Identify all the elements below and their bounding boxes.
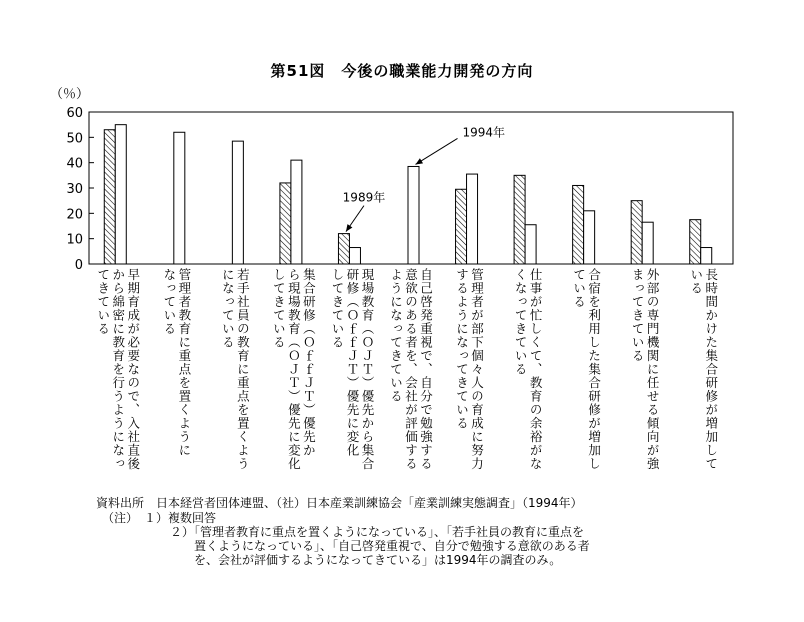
bar-1994 <box>701 248 712 264</box>
category-label: 仕事が忙しくて、教育の余裕がな くなってきている <box>513 268 544 471</box>
bar-1994 <box>408 166 419 264</box>
y-tick-label: 40 <box>66 156 83 172</box>
bar-1989 <box>690 220 701 264</box>
category-label: 管理者教育に重点を置くように なっている <box>161 268 192 457</box>
bar-1989 <box>514 175 525 264</box>
bar-1989 <box>573 185 584 264</box>
annotation-1994-label: 1994年 <box>462 125 506 140</box>
y-tick-label: 0 <box>74 258 83 273</box>
category-label: 集合研修（ＯｆｆＪＴ）優先か ら現場教育（ＯＪＴ）優先に変化 してきている <box>271 268 317 471</box>
category-label: 早期育成が必要なので、入社直後 から綿密に教育を行うようになっ てきている <box>95 268 141 471</box>
category-label: 合宿を利用した集合研修が増加し ている <box>571 268 602 471</box>
bar-1994 <box>584 211 595 264</box>
y-tick-label: 60 <box>66 106 83 121</box>
source-note: 資料出所 日本経営者団体連盟、（社）日本産業訓練協会「産業訓練実態調査」（1994年） <box>96 496 583 510</box>
bar-1989 <box>338 234 349 264</box>
bar-1994 <box>525 225 536 264</box>
bar-1994 <box>174 132 185 264</box>
category-label: 現場教育（ＯＪＴ）優先から集合 研修（ＯｆｆＪＴ）優先に変化 してきている <box>329 268 375 471</box>
bar-1994 <box>467 174 478 264</box>
bar-1989 <box>104 130 115 264</box>
note-1: （注） １）複数回答 <box>96 511 217 525</box>
y-tick-label: 50 <box>66 131 83 147</box>
annotation-1994-arrowhead <box>416 158 424 164</box>
y-tick-label: 10 <box>66 232 83 248</box>
note-2: ２）「管理者教育に重点を置くようになっている」、「若手社員の教育に重点を 置くようになっている」、「自己啓発重視で、自分で勉強する意欲のある者 を、会社が評価するようになってきている」は1994年の調査のみ。 <box>170 525 590 567</box>
category-label: 管理者が部下個々人の育成に努力 するようになってきている <box>454 268 485 471</box>
category-label: 長時間かけた集合研修が増加して いる <box>688 268 719 471</box>
category-label: 外部の専門機関に任せる傾向が強 まってきている <box>630 268 661 471</box>
category-label: 若手社員の教育に重点を置くよう になっている <box>220 268 251 471</box>
bar-1994 <box>642 222 653 264</box>
bar-1989 <box>456 189 467 264</box>
bar-1989 <box>631 201 642 264</box>
bar-1994 <box>349 248 360 264</box>
annotation-1989-arrowhead <box>346 224 352 231</box>
annotation-1994-line <box>416 138 458 164</box>
category-label: 自己啓発重視で、自分で勉強する 意欲のある者を、会社が評価する ようになってきている <box>388 268 434 471</box>
annotation-1989-label: 1989年 <box>342 190 386 205</box>
y-tick-label: 30 <box>66 182 83 197</box>
bar-1989 <box>280 183 291 264</box>
y-axis-label: （％） <box>50 87 90 102</box>
chart-title: 第51図 今後の職業能力開発の方向 <box>270 62 534 80</box>
y-tick-label: 20 <box>66 207 83 223</box>
bar-1994 <box>291 160 302 264</box>
bar-1994 <box>232 141 243 264</box>
bar-1994 <box>115 125 126 264</box>
